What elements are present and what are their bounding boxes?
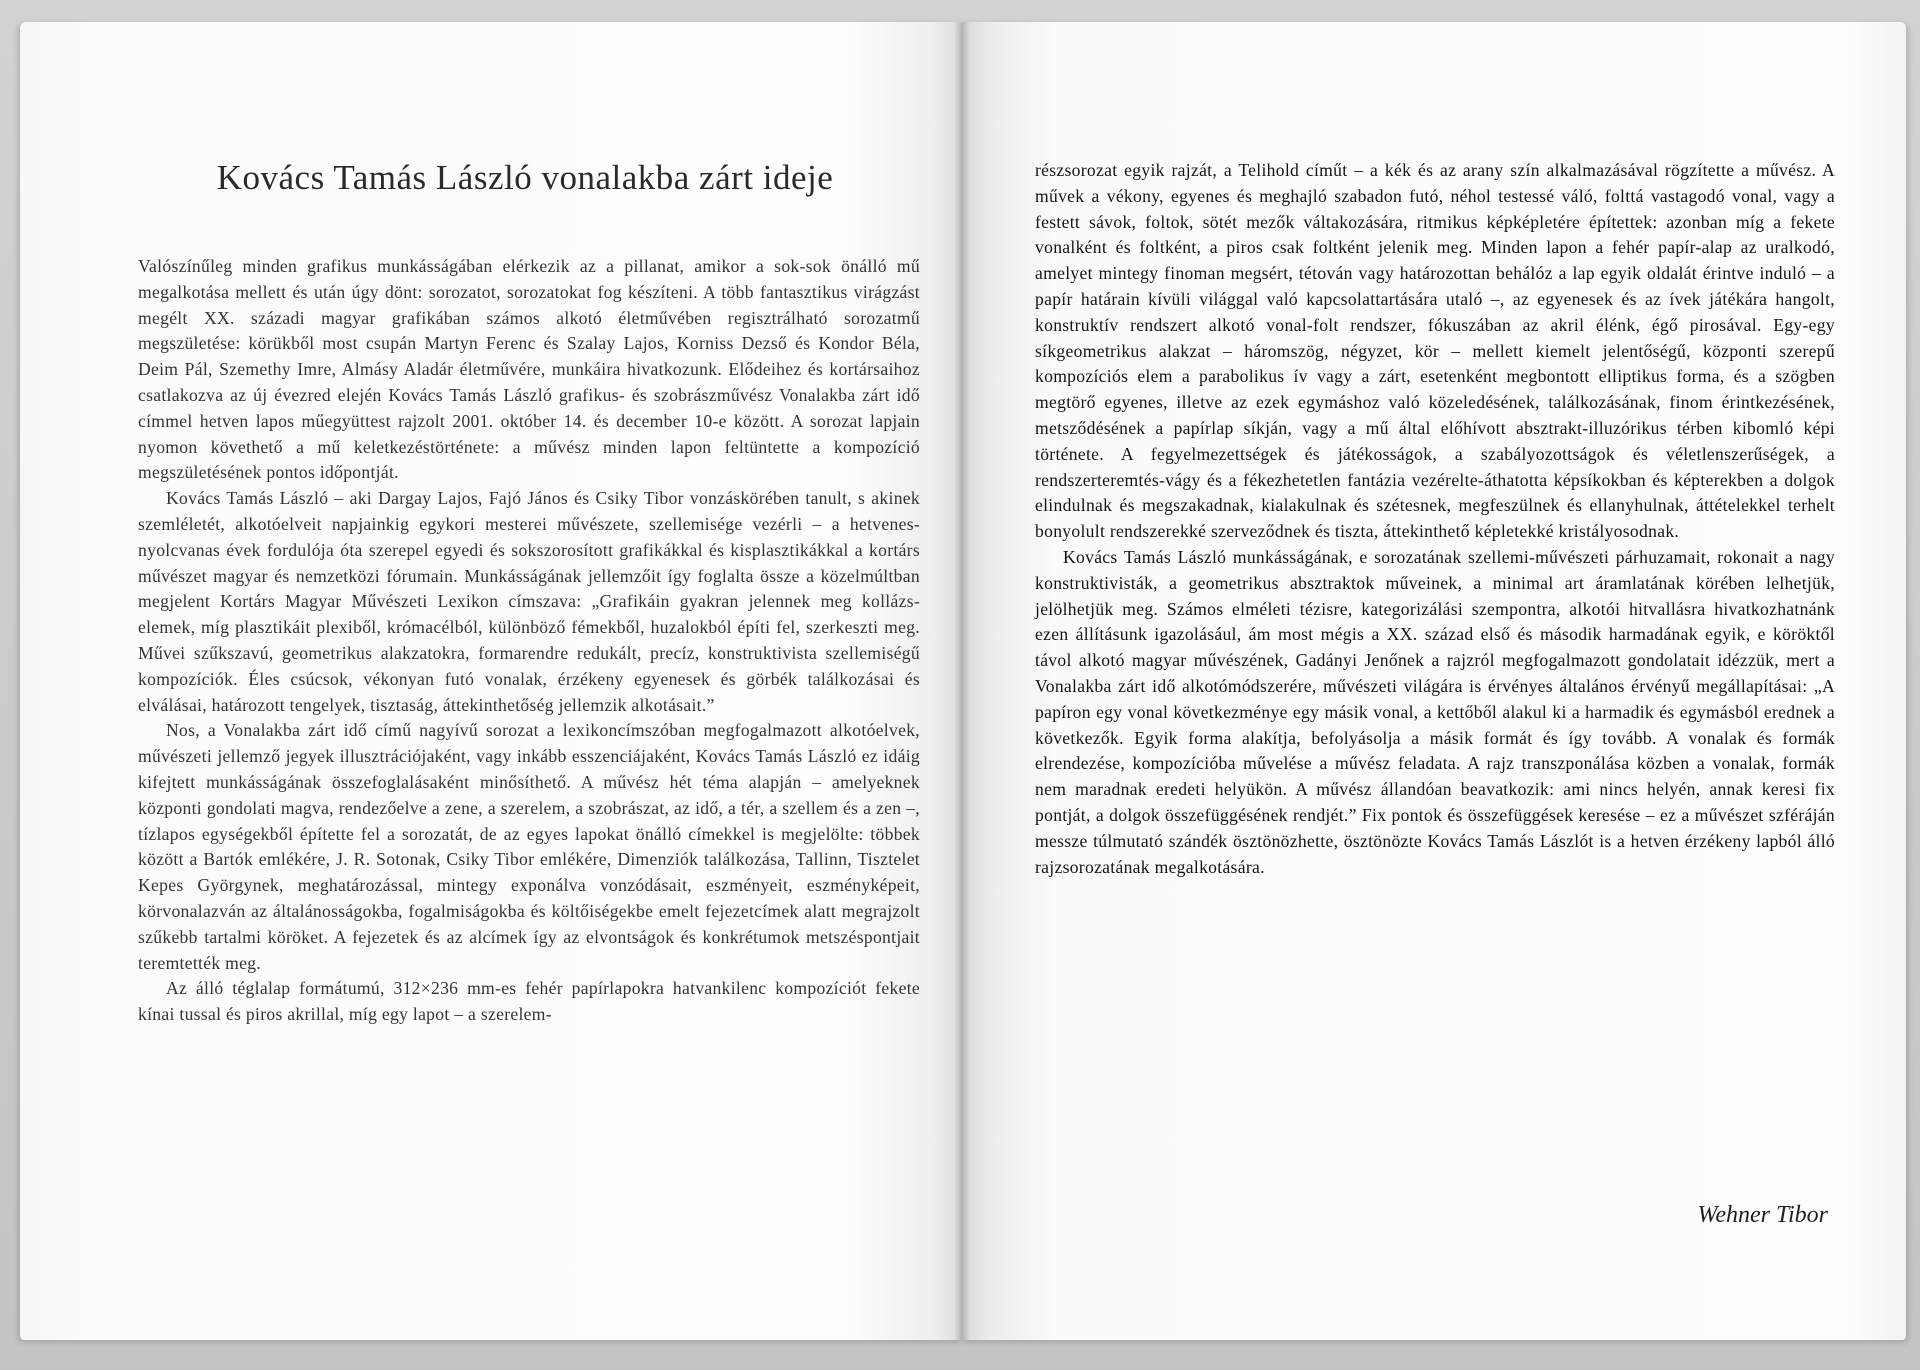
article-title: Kovács Tamás László vonalakba zárt ideje xyxy=(216,158,834,197)
paragraph: Nos, a Vonalakba zárt idő című nagyívű sorozat a lexikoncímszóban megfogalmazott alkotóelvek, művészeti jellemző jegyek illusztrációjaként, vagy inkább esszenciájaként, Kovács Tamás László ez idáig kifejtett munkásságának összefoglalásaként minősíthető. A művész hét téma alapján – amelyeknek központi gondolati magva, rendezőelve a zene, a szerelem, a szobrászat, az idő, a tér, a szellem és a zen –, tízlapos egységekből építette fel a sorozatát, de az egyes lapokat önálló címekkel is megjelölte: többek között a Bartók emlékére, J. R. Sotonak, Csiky Tibor emlékére, Dimenziók találkozása, Tallinn, Tisztelet Kepes Györgynek, meghatározással, mintegy exponálva vonzódásait, eszményeit, eszményképeit, körvonalazván az általánosságokba, fogalmiságokba és költőiségekbe emelt fejezetcímek alatt megrajzolt szűkebb tartalmi köröket. A fejezetek és az alcímek így az elvontságok és konkrétumok metszéspontjait teremtették meg. xyxy=(138,720,920,973)
left-page xyxy=(20,22,962,1340)
right-page xyxy=(962,22,1906,1340)
paragraph: részsorozat egyik rajzát, a Telihold címűt – a kék és az arany szín alkalmazásával rögzítette a művész. A művek a vékony, egyenes és meghajló szabadon futó, néhol testessé váló, folttá vastagodó vonal, vagy a festett sávok, foltok, sötét mezők váltakozására, ritmikus képképletére építettek: azonban míg a fekete vonalként és foltként, a piros csak foltként jelenik meg. Minden lapon a fehér papír-alap az uralkodó, amelyet mintegy finoman megsért, tétován vagy határozottan behálóz a lap egyik oldalát érintve induló – a papír határain kívüli világgal való kapcsolattartására utaló –, az egyenesek és az ívek játékára hangolt, konstruktív rendszert alkotó vonal-folt rendszer, fókuszában az akril élénk, égő pirosával. Egy-egy síkgeometrikus alakzat – háromszög, négyzet, kör – mellett kiemelt jelentőségű, központi szerepű kompozíciós elem a parabolikus ív vagy a zárt, esetenként megbontott elliptikus forma, és a szögben megtörő egyenes, illetve az ezek egymáshoz való közeledésének, találkozásának, finom érintkezésének, metsződésének a papírlap síkján, vagy a mű által előhívott absztrakt-illuzórikus térben kibomló képi története. A fegyelmezettségek és játékosságok, a szabályozottságok és véletlenszerűségek, a rendszerteremtés-vágy és a fékezhetetlen fantázia vezérelte-áthatotta képsíkokban és képterekben a dolgok elindulnak és megszakadnak, kialakulnak és szétesnek, megfeszülnek és ellanyhulnak, áttételekkel terhelt bonyolult rendszerekké szerveződnek és tiszta, áttekinthető képletekké kristályosodnak. xyxy=(1035,160,1835,542)
author-signature: Wehner Tibor xyxy=(1697,1202,1828,1228)
paragraph: Kovács Tamás László – aki Dargay Lajos, Fajó János és Csiky Tibor vonzáskörében tanult, s akinek szemléletét, alkotóelveit napjainkig egykori mesterei művészete, szellemisége vezérli – a hetvenes-nyolcvanas évek fordulója óta szerepel egyedi és sokszorosított grafikákkal és kisplasztikákkal a kortárs művészet magyar és nemzetközi fórumain. Munkásságának jellemzőit így foglalta össze a közelmúltban megjelent Kortárs Magyar Művészeti Lexikon címszava: „Grafikáin gyakran jelennek meg kollázs-elemek, míg plasztikáit plexiből, krómacélból, különböző fémekből, huzalokból építi fel, szerkeszti meg. Művei szűkszavú, geometrikus alakzatokra, formarendre redukált, precíz, konstruktivista szellemiségű kompozíciók. Éles csúcsok, vékonyan futó vonalak, érzékeny egyenesek és görbék találkozásai és elválásai, határozott tengelyek, tisztaság, áttekinthetőség jellemzik alkotásait.” xyxy=(138,488,920,715)
paragraph: Az álló téglalap formátumú, 312×236 mm-es fehér papírlapokra hatvankilenc kompozíciót fekete kínai tussal és piros akrillal, míg egy lapot – a szerelem- xyxy=(138,978,920,1025)
left-page-body xyxy=(138,254,920,1028)
right-page-body xyxy=(1035,158,1835,880)
paragraph: Kovács Tamás László munkásságának, e sorozatának szellemi-művészeti párhuzamait, rokonait a nagy konstruktivisták, a geometrikus absztraktok műveinek, a minimal art áramlatának körében lelhetjük, jelölhetjük meg. Számos elméleti tézisre, kategorizálási szempontra, alkotói hitvallásra hivatkozhatnánk ezen állításunk igazolásául, ám most mégis a XX. század első és második harmadának egyik, e köröktől távol alkotó magyar művészének, Gadányi Jenőnek a rajzról megfogalmazott gondolatait idézzük, mert a Vonalakba zárt idő alkotómódszerére, művészeti világára is érvényes általános érvényű megállapításai: „A papíron egy vonal következménye egy másik vonal, a kettőből alakul ki a harmadik és egymásból erednek a következők. Egyik forma alakítja, befolyásolja a másik formát és így tovább. A vonalak és formák elrendezése, kompozícióba művelése a művész feladata. A rajz transzponálása közben a vonalak, formák nem maradnak eredeti helyükön. A művész állandóan beavatkozik: ami nincs helyén, annak keresi fix pontját, a dolgok összefüggésének rendjét.” Fix pontok és összefüggések keresése – ez a művészet szféráján messze túlmutató szándék ösztönözhette, ösztönözte Kovács Tamás Lászlót is a hetven érzékeny lapból álló rajzsorozatának megalkotására. xyxy=(1035,546,1835,877)
paragraph: Valószínűleg minden grafikus munkásságában elérkezik az a pillanat, amikor a sok-sok önálló mű megalkotása mellett és után úgy dönt: sorozatot, sorozatokat fog készíteni. A több fantasztikus virágzást megélt XX. századi magyar grafikában számos alkotó életművében regisztrálható sorozatmű megszületése: körükből most csupán Martyn Ferenc és Szalay Lajos, Korniss Dezső és Kondor Béla, Deim Pál, Szemethy Imre, Almásy Aladár életművére, munkáira hivatkozunk. Elődeihez és kortársaihoz csatlakozva az új évezred elején Kovács Tamás László grafikus- és szobrászművész Vonalakba zárt idő címmel hetven lapos műegyüttest rajzolt 2001. október 14. és december 10-e között. A sorozat lapjain nyomon követhető a mű keletkezéstörténete: a művész minden lapon feltüntette a kompozíció megszületésének pontos időpontját. xyxy=(138,256,920,483)
